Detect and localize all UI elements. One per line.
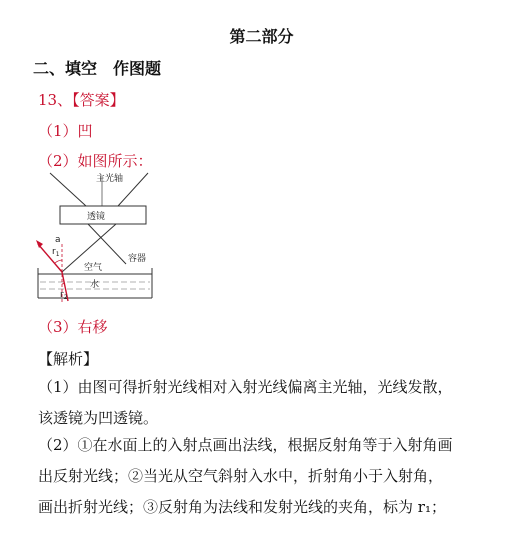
page-title: 第二部分 xyxy=(229,27,294,46)
answer-2: （2）如图所示： xyxy=(38,152,153,170)
answer-1: （1）凹 xyxy=(38,122,93,140)
r2-label: $r_2$ xyxy=(60,290,68,301)
reflected-ray xyxy=(38,244,62,272)
answer-3: （3）右移 xyxy=(38,318,108,336)
optics-figure xyxy=(30,168,170,308)
axis-label: 主光轴 xyxy=(96,174,124,184)
analysis-line: 出反射光线；②当光从空气斜射入水中，折射角小于入射角， xyxy=(38,467,444,485)
analysis-paragraph-1 xyxy=(38,372,508,434)
question-number: 13、 xyxy=(38,91,73,109)
analysis-line: （1）由图可得折射光线相对入射光线偏离主光轴，光线发散， xyxy=(38,378,453,396)
answer-tag: 【答案】 xyxy=(72,91,125,109)
analysis-line: 画出折射光线；③反射角为法线和发射光线的夹角，标为 r₁； xyxy=(38,498,446,516)
water-label: 水 xyxy=(90,280,100,290)
incident-ray-left xyxy=(50,173,86,206)
angle-arc-r1 xyxy=(55,260,62,263)
question-header xyxy=(38,89,125,110)
point-label: a xyxy=(55,235,61,245)
analysis-line: 该透镜为凹透镜。 xyxy=(38,409,159,427)
analysis-tag: 【解析】 xyxy=(38,350,99,368)
section-heading: 二、填空 作图题 xyxy=(33,59,162,78)
analysis-paragraph-2 xyxy=(38,430,508,523)
lens-label: 透镜 xyxy=(87,212,106,222)
container-label: 容器 xyxy=(128,254,147,264)
air-label: 空气 xyxy=(84,263,103,273)
r1-label: $r_1$ xyxy=(52,247,60,258)
analysis-line: （2）①在水面上的入射点画出法线，根据反射角等于入射角画 xyxy=(38,436,453,454)
reflected-arrow-head xyxy=(36,240,43,248)
